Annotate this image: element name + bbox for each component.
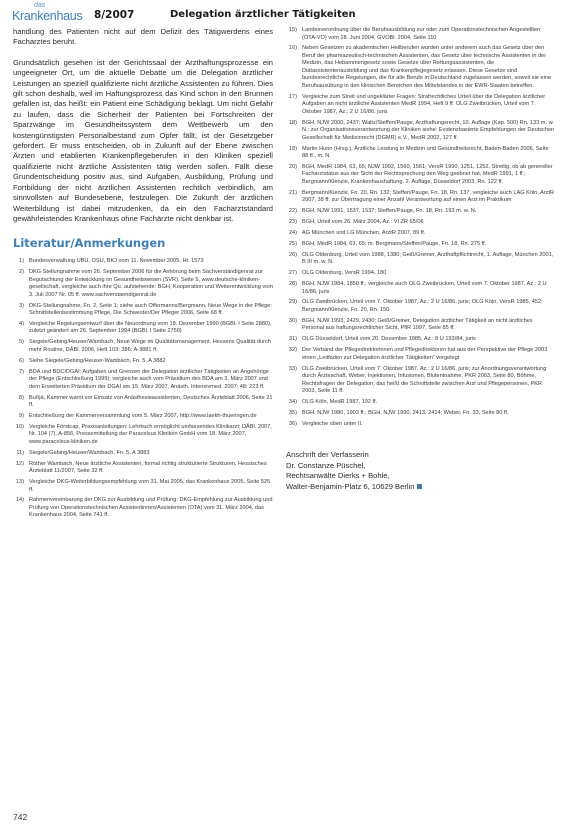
reference-item [13,497,273,520]
reference-item [286,399,556,407]
reference-number: 8) [19,394,24,401]
reference-number: 28) [288,281,297,288]
reference-number: 23) [288,219,297,226]
reference-item [13,358,273,366]
reference-item [286,27,556,42]
reference-number: 26) [288,251,297,258]
reference-number: 21) [288,189,297,196]
reference-number: 6) [19,357,24,364]
reference-number: 27) [288,270,297,277]
reference-item [13,413,273,421]
reference-text: Siegele/Gebing/Heuser/Wambach, Fn. 5, A 3883 [29,449,150,456]
reference-item [286,318,556,333]
reference-item [286,281,556,296]
reference-number: 35) [288,409,297,416]
reference-text: OLG Zweibrücken, Urteil vom 7. Oktober 1987, Az.: 2 U 16/86, juris; zur Anordnungsverantwortung durch Ärzteschaft, Weber, Injektionen, Infusionen, Blutentnahme, PKR 2003, Seite 80, Böhme, Rechtsfragen der Delegation, das heißt die Schnittstelle zwischen Arzt und Pflegepersonen, PKR 2003, Seite 11 ff. [302,365,547,395]
reference-text: Bergmann/Kienzle, Fn. 20, Rn. 132; Steffen/Pauge, Fn. 18, Rn. 137, vergleiche auch LAG Köln, ArztR 2007, 38 ff. zur Übertragung einer Anzahl Verantwortung auf einen Arzt im Praktikum [302,189,555,204]
reference-item [13,269,273,299]
reference-item [286,241,556,249]
issue-number: 8/2007 [94,9,135,21]
reference-text: Siehe Siegele/Gebing/Heuser-Wambach, Fn. 5, A 3882 [29,357,166,364]
reference-text: BGH, NJW 1980, 1903 ff.; BGH, NJW 1990, 2413, 2414; Weber, Fn. 33, Seite 80 ff. [302,409,509,416]
reference-item [13,339,273,354]
reference-item [286,190,556,205]
author-street [286,482,556,493]
right-column [286,27,556,493]
reference-item [286,230,556,238]
reference-number: 4) [19,320,24,327]
reference-number: 24) [288,230,297,237]
author-firm: Rechtsanwälte Dierks + Bohle, [286,471,390,481]
reference-number: 13) [15,479,24,485]
reference-item [286,366,556,396]
reference-text: Entschließung der Kammerversammlung vom 5. März 2007, http://www.laekh-thueringen.de [29,412,257,419]
reference-text: Vergleiche zum Streit und ungeklärter Fragen: Strafrechtliches Urteil über die Delegation ärztlicher Aufgaben an nicht ärztliche Assistenten MedR 1994, Heft 9 ff. OLG Zweibrücken, Urteil vom 7. Oktober 1987, Az.: 2 U 16/86, juris [302,93,546,115]
reference-number: 12) [15,460,24,467]
reference-item [13,395,273,410]
reference-number: 30) [288,317,297,324]
reference-text: Vergleiche Regelungsentwurf über die Neuordnung vom 18. Dezember 1990 (BGBl. I Seite 2880), zuletzt geändert am 26. September 1994 (BGBl. I Seite 2750) [29,320,272,335]
reference-number: 34) [288,398,297,405]
reference-text: OLG Düsseldorf, Urteil vom 20. Dezember 1985, Az.: 8 U 193/84, juris [302,336,476,343]
reference-item [13,258,273,266]
reference-item [13,424,273,447]
reference-number: 29) [288,299,297,306]
reference-item [286,252,556,267]
reference-number: 10) [15,423,24,430]
reference-text: BGH, MedR 1984, 63, 65; m. Bergmann/Steffen/Pauge, Fn. 18, Rn. 275 ff. [302,240,487,247]
reference-number: 25) [288,240,297,247]
reference-number: 1) [19,258,24,265]
body-paragraph: handlung des Patienten nicht auf dem Defizit des Tätigwerdens eines Facharztes beruht. [13,27,273,47]
reference-item [286,219,556,227]
reference-number: 14) [15,497,24,504]
reference-item [13,450,273,458]
reference-text: OLG Zweibrücken, Urteil vom 7. Oktober 1987, Az.: 2 U 16/86, juris; OLG Köln, VersR 1985, 452; Bergmann/Kienzle, Fn. 20, Rn. 150 [302,299,543,313]
logo-small-text: das [34,2,46,9]
reference-text: Siegele/Gebing/Heuser/Wambach, Neue Wege im Qualitätsmanagement. Hessens Qualität durch mehr Routine, DÄBl. 2006, Heft 103: 386; A-3881 ff. [29,339,271,353]
reference-item [286,94,556,117]
reference-number: 16) [288,45,297,52]
reference-item [286,270,556,278]
reference-number: 18) [288,119,297,126]
journal-logo [12,4,90,26]
reference-text: OLG Oldenburg, VersR 1994, 180 [302,270,387,277]
reference-text: Der Verband der Pflegedirektorinnen und Pflegedirektoren hat aus der Perspektive der Pflege 2003 einen „Leitfaden zur Delegation ärztlicher Tätigkeiten“ vorgelegt [302,347,548,361]
page-header [12,4,557,26]
reference-text: OLG Oldenburg, Urteil vom 1988, 1380; Geiß/Greiner, Arzthaftpflichtrecht, 1. Auflage, München 2001, B III m. w. N. [302,251,554,266]
reference-text: Bundesverwaltung UBU, OSU, BKJ vom 11. November 2005, Ht. 1573 [29,258,204,265]
reference-item [286,146,556,161]
reference-text: Vergleiche Förstcap, Praxisanleitungen: Lehrbuch ermöglicht umfassendes Klinikarzt; DÄBl. 2007, Nr. 104 (7), A-856, Pressemitteilung der Paracelsus Kliniken GmbH vom 18. März 2007, www.paracelsus-kliniken.de [29,423,272,445]
reference-item [286,347,556,362]
reference-text: Röther Wambach, Neue ärztliche Assistenten, formal richtig strukturierte Strukturen, Hessisches Ärzteblatt 11/2007, Seite 32 ff. [29,460,267,475]
reference-number: 2) [19,269,24,276]
reference-item [286,120,556,143]
reference-item [13,479,273,494]
reference-text: BGH, NJW 2000, 2437; Waltz/Steffen/Pauge, Arzthaftungsrecht, 10. Auflage (Kap. 500) Rn. 133 m. w. N.; zur Organisationsverantwortung der Kliniken siehe: Evidenzbasierte Empfehlungen der Deutschen Gesellschaft für Medizinrecht (DGMR) e.V., MedR 2002, 127 ff. [302,119,555,141]
reference-item [286,164,556,187]
reference-text: Vergleiche DKG-Weiterbildungsempfehlung vom 31. Mai 2005, das Krankenhaus 2005, Seite 525 ff. [29,479,271,493]
reference-text: Bußjä, Kammer warnt vor Einsatz von Anästhesieassistenten, Deutsches Ärzteblatt 2006, Seite 21 ff. [29,394,273,409]
address-heading: Anschrift der Verfasserin [286,450,369,460]
reference-text: Landesverordnung über die Berufsausbildung zur oder zum Operationstechnischen Angestellten (OTA-VO) vom 18. Juni 2004, GVOBl. 2004, Seite 110 [302,27,541,41]
reference-text: OLG Köln, MedR 1987, 192 ff. [302,398,378,405]
reference-text: DKG-Stellungnahme, Fn. 2, Seite 1; siehe auch Offermanns/Bergmann, Neue Wege in der Pflege: Schnittstellenbestimmung Pflege, Die Schwester/Der Pfleger 2006, Seite 68 ff. [29,302,272,317]
body-paragraph: Grundsätzlich gesehen ist der Gerichtssaal der Arzthaftungsprozesse ein ungeeigneter Ort, um die aktuelle Debatte um die Delegation ärztlicher Leistungen an speziell qualifizierte nicht ärztliche Assistenten zu führen. Dies gilt schon deshalb, weil im Haftungsprozess das Kind schon in den Brunnen gefallen ist, das heißt: ein Patient eine Schädigung beklagt. Um nicht Gefahr zu laufen, dass die Sicherheit der Patienten bei Fortschreiten der Sparzwänge im Gesundheitssystem dem Wettbewerb um den kostengünstigsten Personalbestand zum Opfer fällt, ist der Gesetzgeber gefordert. Er muss entscheiden, ob in Zukunft auf der Ebene zwischen Ärzten und etablierten Krankenpflegeberufen in den Kliniken speziell qualifizierte nicht ärztliche Assistenten tätig werden sollen. Fällt diese Grundentscheidung positiv aus, sind Aufgaben, Ausbildung, Prüfung und Fortbildung der nicht ärztlichen Assistenten rechtlich verbindlich, am sinnvollsten auf Bundesebene, festzulegen. Die Zukunft der ärztlichen Weiterbildung ist dabei mitzudenken, da ein den Facharztstandard gewährleistendes Krankenhaus ohne Fachärzte nicht denkbar ist. [13,57,273,223]
reference-item [286,410,556,418]
running-title: Delegation ärztlicher Tätigkeiten [170,9,356,20]
references-list-left [13,258,273,520]
reference-item [13,461,273,476]
reference-text: BDA und BDC/DGAI: Aufgaben und Grenzen der Delegation ärztlicher Tätigkeiten an Angehörige der Pflege (Entschließung 1999); vergleiche auch vom Präsidium des BDA am 3. März 2007 und dem Erweiterten Präsidium der DGAI am 15. März 2007, Anästh. Intensivmed. 2007; 48: 223 ff. [29,368,269,390]
reference-number: 31) [288,336,297,343]
logo-main-text: Krankenhaus [12,9,83,23]
end-mark-icon [417,484,422,489]
reference-number: 22) [288,208,297,215]
reference-number: 36) [288,420,297,427]
reference-number: 33) [288,365,297,372]
references-list-right [286,27,556,428]
reference-item [13,303,273,318]
reference-text: BGH, NJW 1984, 1850 ff.; vergleiche auch OLG Zweibrücken, Urteil vom 7. Oktober 1987, Az.: 2 U 16/86, juris [302,281,547,295]
reference-text: BGH, Urteil vom 26. März 2004, Az.: VI ZR 65/06 [302,219,424,226]
reference-text: BGH, NJW 1993, 2429, 2430; Geiß/Greiner, Delegation ärztlicher Tätigkeit an nicht ärztliches Personal aus haftungsrechtlicher Sicht, PflR 1997, Seite 85 ff. [302,317,533,332]
reference-item [286,45,556,90]
left-column [13,27,273,523]
section-heading: Literatur/Anmerkungen [13,236,166,251]
reference-text: AG München und LG München, ArztR 2007, 89 ff. [302,230,426,237]
reference-item [286,421,556,429]
reference-item [286,208,556,216]
reference-number: 7) [19,368,24,375]
reference-number: 19) [288,145,297,152]
reference-text: Vergleiche oben unter II. [302,420,363,427]
reference-number: 17) [288,93,297,100]
reference-number: 5) [19,339,24,346]
reference-number: 9) [19,412,24,419]
reference-text: BGH, MedR 1984, 63, 65; NJW 1992, 1560, 1561; VersR 1990, 1251, 1252. Streitig, ob ab genereller Facharztstatus aus der Sicht der Rechtsprechung den Weg geebnet hat, MedR 1991, 1 ff.; Bergmann/Kienzle, Krankenhaushaftung, 2. Auflage, Düsseldorf 2003, Rn. 122 ff. [302,163,553,185]
reference-item [286,299,556,314]
reference-number: 20) [288,163,297,170]
author-name: Dr. Constanze Püschel, [286,460,366,470]
author-address [286,450,556,492]
reference-number: 32) [288,347,297,354]
reference-text: Neben Gesetzen zu akademischen Heilberufen wurden unter anderem auch das Gesetz über den Beruf der pharmazeutisch-technischen Assistenten, das Gesetz über technische Assistenten in der Medizin, das Hebammengesetz sowie Gesetze über Rettungsassistenten, die Diätassistentenausbildung und das Krankenpflegegesetz erlassen. Diese Gesetze sind bundesrechtliche Regelungen, die für alle Berufe in Deutschland zugelassen werden, soweit sie eine Berufsausübung in den klinischen Bereichen des Mittelstandes in der EWR-Staaten betreffen. [302,45,552,89]
reference-text: Rahmenvereinbarung der DKG zur Ausbildung und Prüfung: DKG-Empfehlung zur Ausbildung und Prüfung von Operationstechnischen Assistentinnen/Assistenten (OTA) vom 31. März 2004, das Krankenhaus 2004, Seite 741 ff. [29,497,273,519]
reference-number: 11) [16,449,24,456]
reference-text: BGH, NJW 1991, 1537, 1537; Steffen/Pauge, Fn. 18, Rn. 193 m. w. N. [302,208,477,215]
reference-item [286,336,556,344]
reference-text: Martin Hunn (Hrsg.), Ärztliche Leistung in Medizin und Gesundheitsrecht, Baden-Baden 2006, Seite 88 ff., m. N. [302,145,549,160]
reference-number: 3) [19,302,24,309]
author-street-text: Walter-Benjamin-Platz 6, 10629 Berlin [286,481,415,491]
page-number: 742 [13,812,28,822]
reference-text: DKG Stellungnahme vom 26. September 2006 für die Anhörung beim Sachverständigenrat zur Begutachtung der Entwicklung im Gesundheitswesen (SVR). Seite 5, www.deutsche-kliniken-gesellschaft, vergleiche auch ihre Qu. aufstehende: BGH, Kooperation und Weiterentwicklung vom 3. Juli 2007 Nr. 05 ff. www.sachverstaendigenrat.de [29,269,273,298]
reference-number: 15) [288,27,297,33]
reference-item [13,321,273,336]
reference-item [13,369,273,392]
